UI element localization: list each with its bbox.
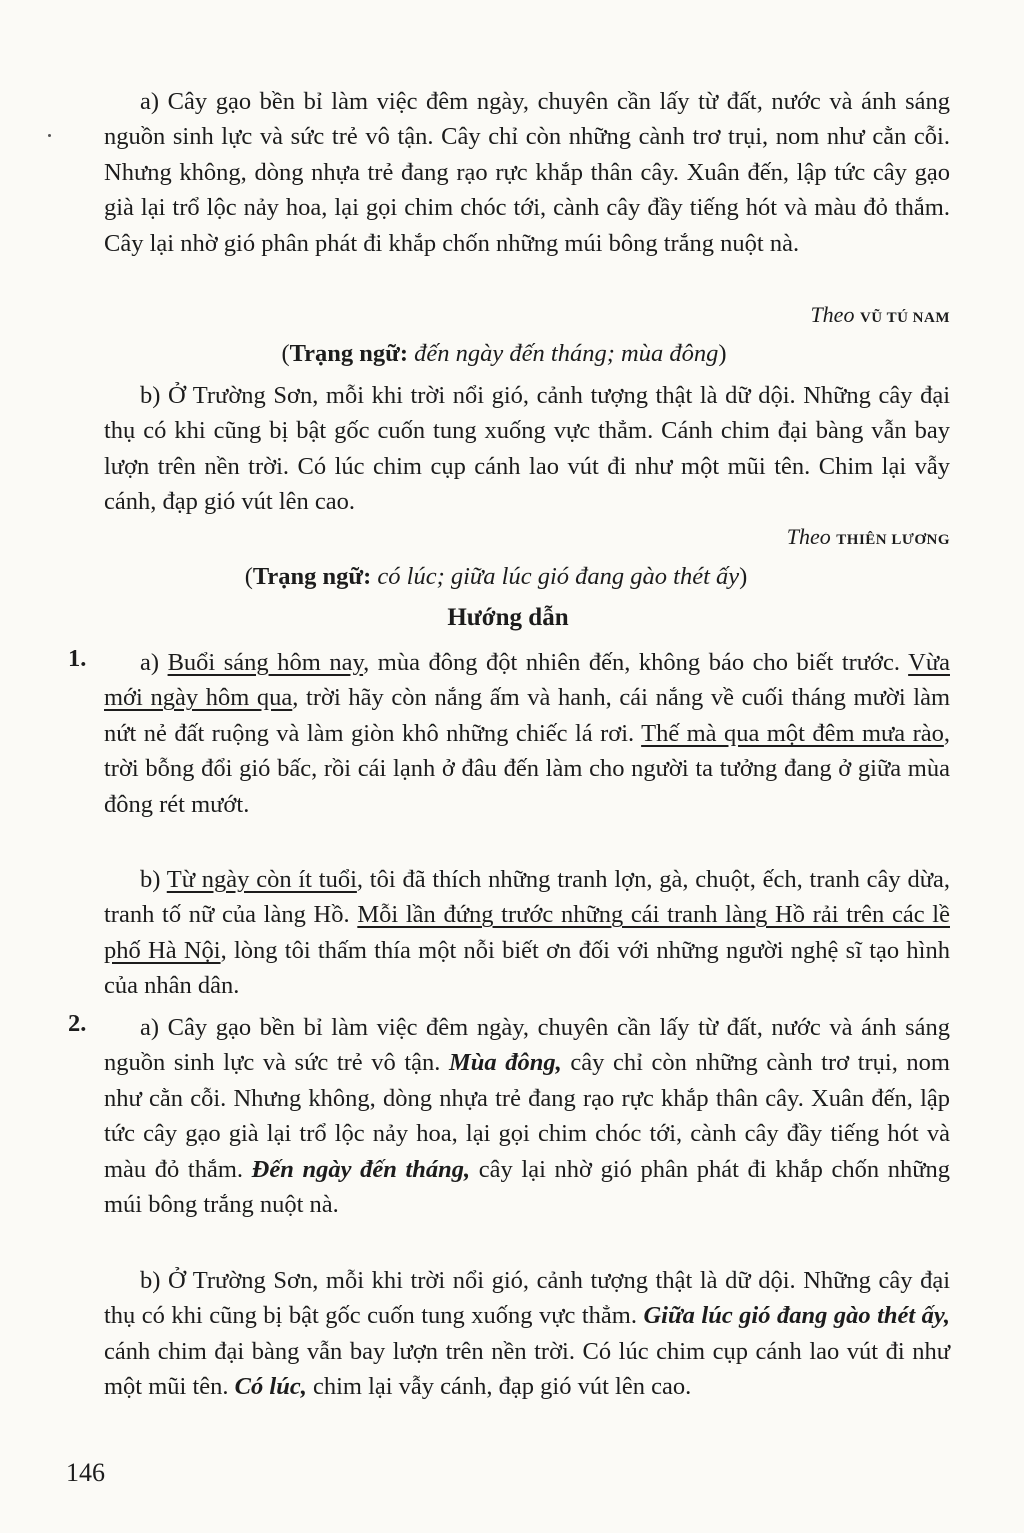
adverbial-label: Trạng ngữ bbox=[289, 340, 400, 367]
page-number: 146 bbox=[66, 1458, 105, 1487]
exercise-b-adverbial: (Trạng ngữ: có lúc; giữa lúc gió đang gào thét ấy) bbox=[244, 563, 748, 590]
adverbial-underlined: Mỗi lần đứng trước những cái tranh làng Hồ rải trên các lề phố Hà Nội bbox=[104, 901, 950, 964]
adverbial-value: đến ngày đến tháng; mùa đông bbox=[414, 340, 719, 367]
adverbial-underlined: Từ ngày còn ít tuổi bbox=[166, 866, 357, 893]
answer-number-2: 2. bbox=[68, 1010, 87, 1037]
adverbial-underlined: Buổi sáng hôm nay bbox=[167, 649, 364, 676]
answer-2b-paragraph: b) Ở Trường Sơn, mỗi khi trời nổi gió, cảnh tượng thật là dữ dội. Những cây đại thụ có khi cũng bị bật gốc cuốn tung xuống vực thẳm. Giữa lúc gió đang gào thét ấy, cánh chim đại bàng vẫn bay lượn trên nền trời. Có lúc chim cụp cánh lao vút đi như một mũi tên. Có lúc, chim lại vẫy cánh, đạp gió vút lên cao. bbox=[104, 1267, 951, 1401]
adverbial-emphasis: Giữa lúc gió đang gào thét ấy, bbox=[643, 1302, 951, 1330]
answer-1b-paragraph: b) Từ ngày còn ít tuổi, tôi đã thích những tranh lợn, gà, chuột, ếch, tranh cây dừa, tranh tố nữ của làng Hồ. Mỗi lần đứng trước những cái tranh làng Hồ rải trên các lề phố Hà Nội, lòng tôi thấm thía một nỗi biết ơn đối với những người nghệ sĩ tạo hình của nhân dân. bbox=[104, 866, 950, 1000]
exercise-a-source bbox=[810, 302, 950, 328]
adverbial-emphasis: Có lúc, bbox=[234, 1373, 307, 1401]
source-author: VŨ TÚ NAM bbox=[859, 310, 950, 326]
source-prefix: Theo bbox=[810, 302, 855, 327]
adverbial-value: có lúc; giữa lúc gió đang gào thét ấy bbox=[377, 563, 740, 590]
answer-number-1: 1. bbox=[68, 645, 87, 672]
adverbial-emphasis: Mùa đông, bbox=[449, 1049, 562, 1077]
source-author: THIÊN LƯƠNG bbox=[836, 532, 950, 548]
adverbial-underlined: Vừa mới ngày hôm qua bbox=[104, 649, 950, 712]
source-prefix: Theo bbox=[786, 524, 831, 549]
scan-speck bbox=[48, 134, 51, 137]
adverbial-emphasis: Đến ngày đến tháng, bbox=[251, 1155, 471, 1183]
adverbial-underlined: Thế mà qua một đêm mưa rào bbox=[641, 719, 944, 747]
adverbial-label: Trạng ngữ bbox=[252, 563, 364, 590]
exercise-a-paragraph: a) Cây gạo bền bỉ làm việc đêm ngày, chuyên cần lấy từ đất, nước và ánh sáng nguồn sinh lực và sức trẻ vô tận. Cây chỉ còn những cành trơ trụi, nom như cằn cỗi. Nhưng không, dòng nhựa trẻ đang rạo rực khắp thân cây. Xuân đến, lập tức cây gạo già lại trổ lộc nảy hoa, lại gọi chim chóc tới, cành cây đầy tiếng hót và màu đỏ thắm. Cây lại nhờ gió phân phát đi khắp chốn những múi bông trắng nuột nà. bbox=[104, 88, 950, 257]
exercise-b-paragraph: b) Ở Trường Sơn, mỗi khi trời nổi gió, cảnh tượng thật là dữ dội. Những cây đại thụ có khi cũng bị bật gốc cuốn tung xuống vực thẳm. Cánh chim đại bàng vẫn bay lượn trên nền trời. Có lúc chim cụp cánh lao vút đi như một mũi tên. Chim lại vẫy cánh, đạp gió vút lên cao. bbox=[104, 382, 950, 516]
answer-1a-paragraph: a) Buổi sáng hôm nay, mùa đông đột nhiên đến, không báo cho biết trước. Vừa mới ngày hôm qua, trời hãy còn nắng ấm và hanh, cái nắng về cuối tháng mười làm nứt nẻ đất ruộng và làm giòn khô những chiếc lá rơi. Thế mà qua một đêm mưa rào, trời bỗng đổi gió bấc, rồi cái lạnh ở đâu đến làm cho người ta tưởng đang ở giữa mùa đông rét mướt. bbox=[104, 649, 950, 818]
answer-2a-paragraph: a) Cây gạo bền bỉ làm việc đêm ngày, chuyên cần lấy từ đất, nước và ánh sáng nguồn sinh lực và sức trẻ vô tận. Mùa đông, cây chỉ còn những cành trơ trụi, nom như cằn cỗi. Nhưng không, dòng nhựa trẻ đang rạo rực khắp thân cây. Xuân đến, lập tức cây gạo già lại trổ lộc nảy hoa, lại gọi chim chóc tới, cành cây đầy tiếng hót và màu đỏ thắm. Đến ngày đến tháng, cây lại nhờ gió phân phát đi khắp chốn những múi bông trắng nuột nà. bbox=[104, 1014, 950, 1219]
exercise-b-source bbox=[787, 524, 950, 550]
guide-heading: Hướng dẫn bbox=[447, 604, 569, 631]
exercise-a-adverbial: (Trạng ngữ: đến ngày đến tháng; mùa đông) bbox=[281, 340, 727, 367]
